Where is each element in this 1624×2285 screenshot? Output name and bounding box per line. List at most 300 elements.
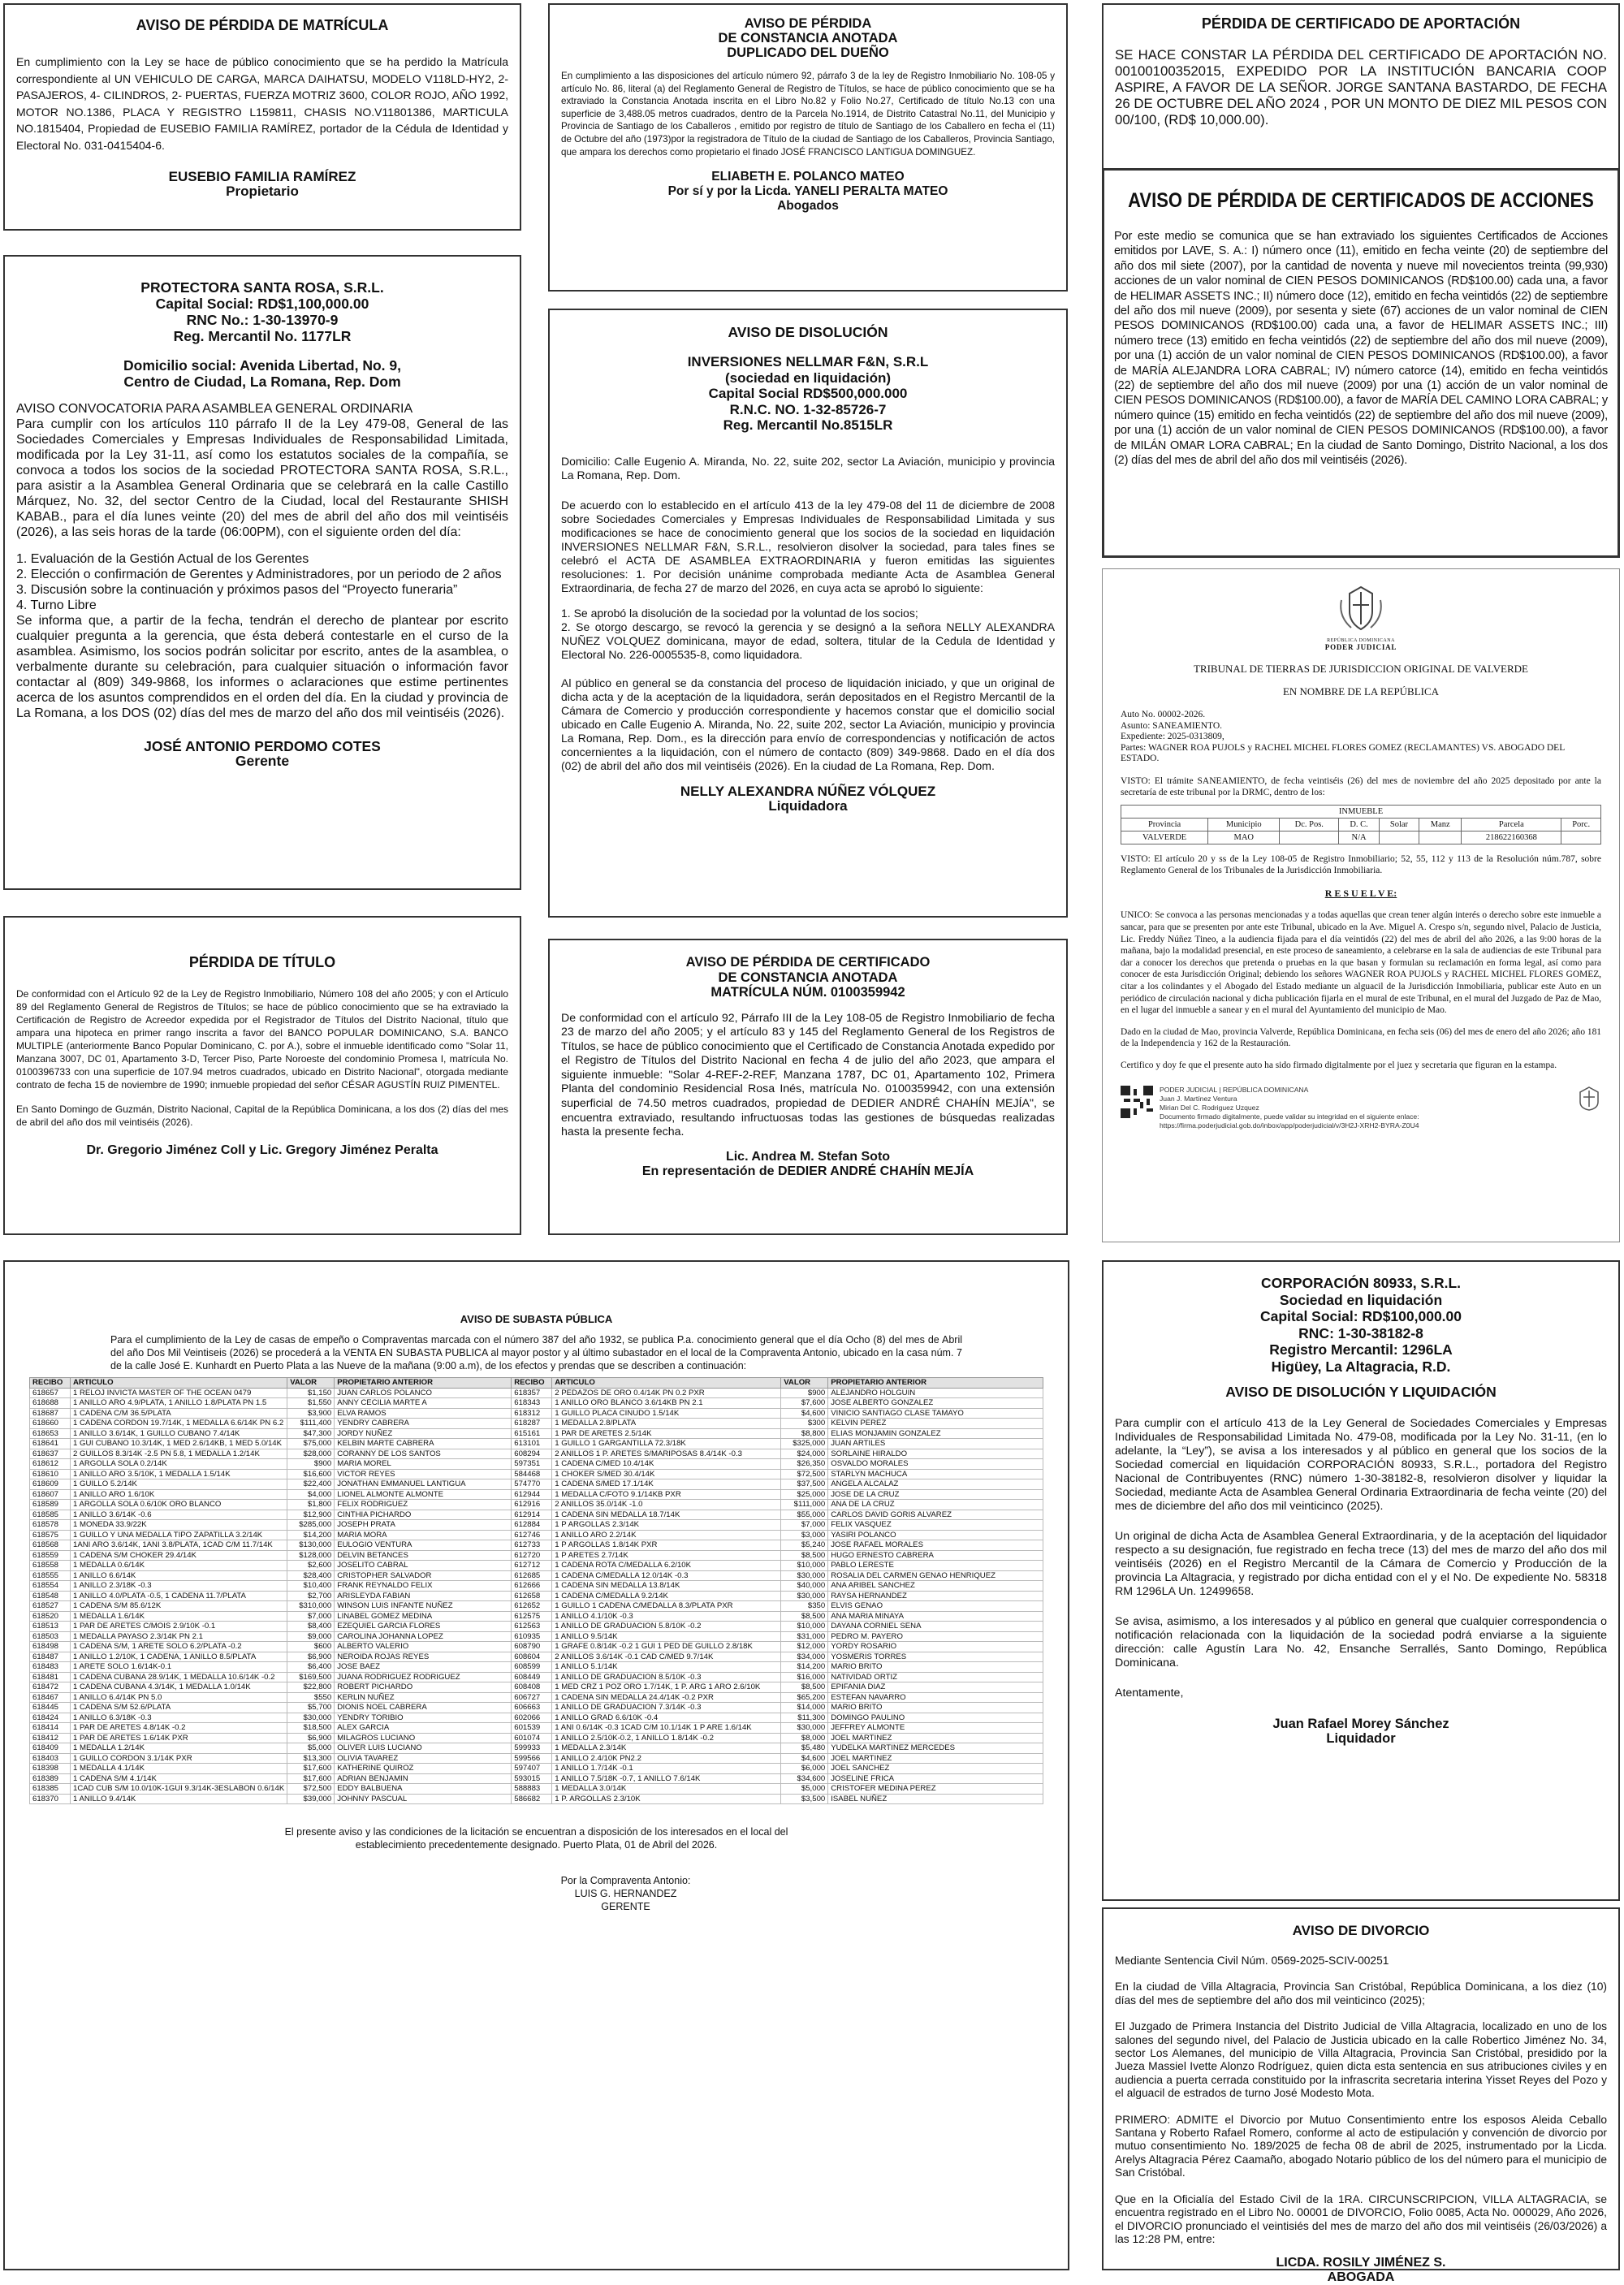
table-cell: $14,200 <box>781 1662 828 1673</box>
table-cell: DAYANA CORNIEL SENA <box>828 1622 1043 1632</box>
table-cell: $169,500 <box>287 1672 335 1682</box>
table-cell: NEROIDA ROJAS REYES <box>335 1652 512 1662</box>
table-row <box>30 1601 1043 1612</box>
table-cell: 1 CADENA S/M 85.6/12K <box>71 1601 287 1612</box>
table-cell: 1 ANILLO 1.2/10K, 1 CADENA, 1 ANILLO 8.5/PLATA <box>71 1652 287 1662</box>
ad-body: En cumplimiento con la Ley se hace de público conocimiento que se ha perdido la Matrícula correspondiente al UN VEHICULO DE CARGA, MARCA DAIHATSU, MODELO V118LD-HY2, 2- PASAJEROS, 4- CILINDROS, 2- PUERTAS, FUERZA MOTRIZ 3600, COLOR ROJO, AÑO 1992, MOTOR NO.1386, PLACA Y REGISTRO L159811, CHASIS NO.V11801386, MARTICULA NO.1815404, Propiedad de EUSEBIO FAMILIA RAMÍREZ, portador de la Cédula de Identidad y Electoral No. 031-0415404-6. <box>16 55 508 152</box>
table-cell: 608408 <box>512 1682 552 1693</box>
table-cell: $6,000 <box>781 1764 828 1774</box>
table-cell: 618312 <box>512 1408 552 1419</box>
table-cell: MARIO BRITO <box>828 1662 1043 1673</box>
table-cell: JORDY NUÑEZ <box>335 1428 512 1439</box>
table-cell: 618398 <box>30 1764 71 1774</box>
ad-disolucion-nellmar <box>548 309 1068 918</box>
table-cell: 1 ANILLO 4.0/PLATA -0.5, 1 CADENA 11.7/PLATA <box>71 1591 287 1601</box>
table-cell: 588883 <box>512 1784 552 1795</box>
table-row <box>30 1611 1043 1622</box>
table-cell: DIONIS NOEL CABRERA <box>335 1703 512 1713</box>
table-cell: 618424 <box>30 1713 71 1723</box>
table-cell: 618357 <box>512 1388 552 1398</box>
company-domicile: Domicilio: Calle Eugenio A. Miranda, No. 22, suite 202, sector La Aviación, municipio y provincia La Romana, Rep. Dom. <box>561 454 1055 482</box>
column-header: ARTICULO <box>552 1378 781 1389</box>
table-row <box>30 1570 1043 1581</box>
table-cell: CRISTOPHER SALVADOR <box>335 1570 512 1581</box>
table-cell: JOSE BAEZ <box>335 1662 512 1673</box>
table-cell: $300 <box>781 1419 828 1429</box>
table-cell: 1 ANILLO 2.3/18K -0.3 <box>71 1581 287 1592</box>
table-cell: JOEL MARTINEZ <box>828 1733 1043 1743</box>
ad-title: AVISO DE DISOLUCIÓN <box>728 324 888 340</box>
table-cell: 1 MEDALLA 2.3/14K <box>552 1743 781 1754</box>
table-cell: CAROLINA JOHANNA LOPEZ <box>335 1631 512 1642</box>
table-cell: 618657 <box>30 1388 71 1398</box>
table-row <box>30 1794 1043 1804</box>
visto-2: VISTO: El artículo 20 y ss de la Ley 108-05 de Registro Inmobiliario; 52, 55, 112 y 113 de la Resolución núm.787, sobre Reglamento General de los Tribunales de la Jurisdicción Inmobiliaria. <box>1121 854 1601 875</box>
table-cell: JUANA RODRIGUEZ RODRIGUEZ <box>335 1672 512 1682</box>
table-cell: $4,600 <box>781 1753 828 1764</box>
table-cell: 1 PAR DE ARETES 2.5/14K <box>552 1428 781 1439</box>
table-cell: VINICIO SANTIAGO CLASE TAMAYO <box>828 1408 1043 1419</box>
table-cell: 1 GRAFE 0.8/14K -0.2 1 GUI 1 PED DE GUILLO 2.8/18K <box>552 1642 781 1652</box>
table-cell: 1 ANILLO DE GRADUACION 7.3/14K -0.3 <box>552 1703 781 1713</box>
table-cell: 618585 <box>30 1510 71 1520</box>
table-cell: 1 ANILLO 6.4/14K PN 5.0 <box>71 1692 287 1703</box>
table-cell: 618687 <box>30 1408 71 1419</box>
agenda-item: 4. Turno Libre <box>16 598 97 612</box>
ad-body: De acuerdo con lo establecido en el artículo 413 de la ley 479-08 del 11 de diciembre de 2008 sobre Sociedades Comerciales y Empresas Individuales de Responsabilidad Limitada y sus modificaciones se hace de conocimiento general que los socios de la sociedad en liquidación INVERSIONES NELLMAR F&N, S.R.L., resolvieron disolver la sociedad, para tales fines se celebró el ACTA DE ASAMBLEA EXTRAORDINARIA y fueron emitidas las siguientes resoluciones: 1. Por decisión unánime comprobada mediante Acta de Asamblea General Extraordinaria, de fecha 27 de marzo del 2026, en cuya acta se aprobó lo siguiente: <box>561 498 1055 594</box>
table-cell: ANA DE LA CRUZ <box>828 1500 1043 1510</box>
table-cell: JUAN ARTILES <box>828 1439 1043 1449</box>
table-cell: 1 MEDALLA 2.8/PLATA <box>552 1419 781 1429</box>
table-cell: DOMINGO PAULINO <box>828 1713 1043 1723</box>
ad-body-2: Se informa que, a partir de la fecha, tendrán el derecho de plantear por escrito cualquier pregunta a la gerencia, que ésta deberá contestarle en el curso de la asamblea. Asimismo, los socios podrán solicitar por escrito, antes de la asamblea, o verbalmente durante su celebración, para cualquier situación o información favor contactar al (809) 349-9868, los informes o aclaraciones que estime pertinentes acerca de los asuntos comprendidos en el orden del día. En la ciudad y provincia de La Romana, a los DOS (02) días del mes de marzo del año dos mil veintiséis (2026). <box>16 614 508 720</box>
table-row <box>30 1753 1043 1764</box>
table-cell: 612916 <box>512 1500 552 1510</box>
table-cell: 1 MEDALLA 1.2/14K <box>71 1743 287 1754</box>
ad-signature-name: EUSEBIO FAMILIA RAMÍREZ <box>168 169 356 184</box>
table-cell: $8,500 <box>781 1682 828 1693</box>
table-cell: $3,000 <box>781 1530 828 1540</box>
table-cell: 612666 <box>512 1581 552 1592</box>
table-cell: 1 CADENA S/M CHOKER 29.4/14K <box>71 1550 287 1561</box>
company-domicile: Domicilio social: Avenida Libertad, No. 9, Centro de Ciudad, La Romana, Rep. Dom <box>123 357 401 390</box>
ad-title: AVISO DE PÉRDIDA DE CERTIFICADO DE CONSTANCIA ANOTADA MATRÍCULA NÚM. 0100359942 <box>685 955 931 1000</box>
table-cell: 1 P ARGOLLAS 2.3/14K <box>552 1520 781 1531</box>
inmueble-head-cell: Porc. <box>1561 819 1601 831</box>
table-cell: 1 ANILLO ARO 3.5/10K, 1 MEDALLA 1.5/14K <box>71 1469 287 1479</box>
unico-text: UNICO: Se convoca a las personas mencionadas y a todas aquellas que crean tener algún interés o derecho sobre este inmueble a sancar, para que se presenten por ante este Tribunal, ubicado en la Ave. Miguel A. Crespo s/n, segundo nivel, Palacio de Justicia, Lic. Freddy Núñez Tineo, a la audiencia fijada para el día veintidós (22) del mes de abril del año 2026, a las 9:00 horas de la mañana, bajo la modalidad presencial, en este proceso de saneamiento, a celebrarse en la sala de audiencias de este Tribunal para dar a conocer los derechos que pretenda o pruebas en la que basan y formulan su reclamación en forma legal, así como para conocer de esta Jurisdicción Original; debiendo los señores WAGNER ROA PUJOLS y RACHEL MICHEL FLORES GOMEZ, citar a los colindantes y el Abogado del Estado mediante un alguacil de la Jurisdicción Inmobiliaria, publicar este Auto en un periódico de circulación nacional y dicha publicación fijarla en el mural de este Tribunal, en el mural del Juzgado de Paz de Mao, en el lugar del inmueble a sanear y en el mural del Ayuntamiento del municipio de Mao. <box>1121 910 1601 1016</box>
table-cell: FELIX RODRIGUEZ <box>335 1500 512 1510</box>
table-cell: KATHERINE QUIROZ <box>335 1764 512 1774</box>
column-header: PROPIETARIO ANTERIOR <box>335 1378 512 1389</box>
table-cell: $28,400 <box>287 1570 335 1581</box>
column-header: RECIBO <box>512 1378 552 1389</box>
table-cell: 1 CADENA C/MED 10.4/14K <box>552 1459 781 1470</box>
table-cell: 618688 <box>30 1398 71 1409</box>
table-cell: $2,600 <box>287 1561 335 1571</box>
column-header: ARTICULO <box>71 1378 287 1389</box>
auto-info: Auto No. 00002-2026. Asunto: SANEAMIENTO. Expediente: 2025-0313809, Partes: WAGNER ROA PUJOLS y RACHEL MICHEL FLORES GOMEZ (RECLAMANTES) VS. ABOGADO DEL ESTADO. <box>1121 710 1565 764</box>
table-cell: 618554 <box>30 1581 71 1592</box>
table-row <box>30 1713 1043 1723</box>
ad-paragraph: En la ciudad de Villa Altagracia, Provincia San Cristóbal, República Dominicana, a los diez (10) días del mes de septiembre del año dos mil veinticinco (2025); <box>1115 1980 1607 2006</box>
ad-intro: Para el cumplimiento de la Ley de casas de empeño o Compraventas marcada con el número 387 del año 1932, se publica P.a. conocimiento general que el día Ocho (8) del mes de Abril del año Dos Mil Veintiseis (2026) se procederá a la VENTA EN SUBASTA PUBLICA al mayor postor y al último subastador en el local de la Compraventa Antonio, ubicado en la casa núm. 7 de la calle José E. Kunhardt en Puerto Plata a las Nueve de la mañana (9:00 a.m), de los efectos y prendas que se describen a continuación: <box>110 1334 962 1371</box>
table-cell: $1,800 <box>287 1500 335 1510</box>
table-row <box>30 1581 1043 1592</box>
table-cell: FRANK REYNALDO FELIX <box>335 1581 512 1592</box>
table-cell: 1 MEDALLA 1.6/14K <box>71 1611 287 1622</box>
table-cell: $30,000 <box>287 1713 335 1723</box>
inmueble-head-cell: Manz <box>1419 819 1462 831</box>
table-cell: 1 ANILLO ARO 1.6/10K <box>71 1489 287 1500</box>
table-cell: HUGO ERNESTO CABRERA <box>828 1550 1043 1561</box>
table-cell: $34,000 <box>781 1652 828 1662</box>
table-row <box>30 1489 1043 1500</box>
table-cell: 615161 <box>512 1428 552 1439</box>
table-cell: 1 ANILLO ARO 4.9/PLATA, 1 ANILLO 1.8/PLATA PN 1.5 <box>71 1398 287 1409</box>
table-cell: 612746 <box>512 1530 552 1540</box>
table-cell: DELVIN BETANCES <box>335 1550 512 1561</box>
judicial-seal <box>1121 584 1601 651</box>
inmueble-cell: MAO <box>1208 831 1280 844</box>
table-cell: $22,400 <box>287 1479 335 1490</box>
table-cell: 1 MONEDA 33.9/22K <box>71 1520 287 1531</box>
table-cell: EDDY BALBUENA <box>335 1784 512 1795</box>
table-cell: 618513 <box>30 1622 71 1632</box>
table-cell: 1 ANILLO 2.4/10K PN2.2 <box>552 1753 781 1764</box>
table-cell: JOEL MARTINEZ <box>828 1753 1043 1764</box>
table-cell: STARLYN MACHUCA <box>828 1469 1043 1479</box>
table-cell: 618503 <box>30 1631 71 1642</box>
table-cell: 610935 <box>512 1631 552 1642</box>
table-cell: 618389 <box>30 1773 71 1784</box>
qr-code-icon <box>1121 1086 1153 1118</box>
table-cell: 1 MEDALLA 0.6/14K <box>71 1561 287 1571</box>
table-cell: 618641 <box>30 1439 71 1449</box>
ad-signature: Dr. Gregorio Jiménez Coll y Lic. Gregory Jiménez Peralta <box>86 1143 438 1157</box>
ad-signature: ELIABETH E. POLANCO MATEO Por sí y por la Licda. YANELI PERALTA MATEO Abogados <box>667 170 948 214</box>
inmueble-head-cell: Solar <box>1379 819 1419 831</box>
table-cell: MARIA MOREL <box>335 1459 512 1470</box>
table-cell: 1 MEDALLA C/FOTO 9.1/14KB PXR <box>552 1489 781 1500</box>
ad-footer: El presente aviso y las condiciones de la licitación se encuentran a disposición de los interesados en el local del establecimiento precedentemente designado. Puerto Plata, 01 de Abril del 2026. <box>284 1826 788 1851</box>
ad-title: AVISO DE PÉRDIDA DE MATRÍCULA <box>136 17 389 33</box>
table-cell: 1 ANILLO 9.4/14K <box>71 1794 287 1804</box>
table-cell: VICTOR REYES <box>335 1469 512 1479</box>
table-cell: $285,000 <box>287 1520 335 1531</box>
table-cell: 1 GUILLO 1 GARGANTILLA 72.3/18K <box>552 1439 781 1449</box>
table-cell: $10,400 <box>287 1581 335 1592</box>
table-cell: $18,500 <box>287 1723 335 1734</box>
ad-subasta-publica <box>3 1260 1069 2270</box>
table-cell: OLIVER LUIS LUCIANO <box>335 1743 512 1754</box>
table-cell: 612575 <box>512 1611 552 1622</box>
inmueble-cell <box>1561 831 1601 844</box>
ad-title: PÉRDIDA DE TÍTULO <box>188 954 336 970</box>
table-cell: MARIO BRITO <box>828 1703 1043 1713</box>
table-row <box>30 1540 1043 1551</box>
digital-signature-stamp <box>1121 1086 1601 1130</box>
table-row <box>30 1631 1043 1642</box>
table-cell: 2 ANILLOS 3.6/14K -0.1 CAD C/MED 9.7/14K <box>552 1652 781 1662</box>
table-cell: $600 <box>287 1642 335 1652</box>
table-row <box>30 1642 1043 1652</box>
table-cell: 618612 <box>30 1459 71 1470</box>
table-cell: 2 ANILLOS 35.0/14K -1.0 <box>552 1500 781 1510</box>
table-cell: JOSE RAFAEL MORALES <box>828 1540 1043 1551</box>
table-cell: EULOGIO VENTURA <box>335 1540 512 1551</box>
table-row <box>30 1622 1043 1632</box>
table-cell: 618385 <box>30 1784 71 1795</box>
ad-body: De conformidad con el Artículo 92 de la Ley de Registro Inmobiliario, Número 108 del año 2005; y con el Artículo 89 del Reglamento General de Registros de Títulos; se hace de público conocimiento que se ha extraviado la Certificación de Registro de Acreedor expedida por el Registrador de Títulos del Distrito Nacional, título que ampara una hipoteca en primer rango inscrita a favor del BANCO POPULAR DOMINICANO, S.A. BANCO MULTIPLE (anteriormente Banco Popular Dominicano, C. por A.), sobre el inmueble identificado como "Solar 11, Manzana 3007, DC 01, Apartamento 3-D, Tercer Piso, Parte Noroeste del condominio Promesa I, matrícula No. 0100396733 con una superficie de 107.94 metros cuadrados, ubicado en Distrito Nacional", otorgada mediante contrato de fecha 15 de noviembre de 1990; inmueble propiedad del señor CÉSAR AGUSTÍN RUIZ PIMENTEL. <box>16 988 508 1091</box>
table-cell: $900 <box>287 1459 335 1470</box>
table-cell: $17,600 <box>287 1764 335 1774</box>
ad-body: SE HACE CONSTAR LA PÉRDIDA DEL CERTIFICADO DE APORTACIÓN NO. 00100100352015, EXPEDIDO POR LA INSTITUCIÓN BANCARIA COOP ASPIRE, A FAVOR DE LA SEÑOR. JORGE SANTANA BASTARDO, DE FECHA 26 DE OCTUBRE DEL AÑO 2024 , POR UN MONTO DE DIEZ MIL PESOS CON 00/100, (RD$ 10,000.00). <box>1115 47 1607 127</box>
table-row <box>30 1469 1043 1479</box>
table-cell: 618472 <box>30 1682 71 1693</box>
table-cell: ANGELA ALCALAZ <box>828 1479 1043 1490</box>
table-cell: 618610 <box>30 1469 71 1479</box>
ad-body-2: Al público en general se da constancia del proceso de liquidación iniciado, y que un original de dicha acta y de la aceptación de la liquidadora, serán depositados en el Registro Mercantil de la Cámara de Comercio y producción correspondiente y hacemos constar que el domicilio social ubicado en Calle Eugenio A. Miranda, No. 22, suite 202, sector La Aviación, municipio y provincia La Romana, Rep. Dom., es la dirección para envío de correspondencias y notificación de actos concernientes a la liquidación, con el número de contacto (809) 349-9868. Dado en el día dos (02) de abril del año dos mil veintiséis (2026). En la ciudad de La Romana, Rep. Dom. <box>561 676 1055 772</box>
table-row <box>30 1439 1043 1449</box>
table-cell: ESTEFAN NAVARRO <box>828 1692 1043 1703</box>
table-row <box>30 1449 1043 1459</box>
table-cell: 618653 <box>30 1428 71 1439</box>
table-cell: ANA ARIBEL SANCHEZ <box>828 1581 1043 1592</box>
table-cell: $3,500 <box>781 1794 828 1804</box>
table-cell: $5,240 <box>781 1540 828 1551</box>
table-cell: 618487 <box>30 1652 71 1662</box>
ad-title: AVISO DE DISOLUCIÓN Y LIQUIDACIÓN <box>1225 1384 1497 1400</box>
inmueble-head-cell: D. C. <box>1339 819 1380 831</box>
ad-perdida-certificados-acciones <box>1102 168 1620 558</box>
table-cell: 618409 <box>30 1743 71 1754</box>
table-cell: 1 CADENA C/MEDALLA 12.0/14K -0.3 <box>552 1570 781 1581</box>
inmueble-head-cell: Provincia <box>1121 819 1208 831</box>
ad-paragraph: Para cumplir con el artículo 413 de la Ley General de Sociedades Comerciales y Empresas Individuales de Responsabilidad Limitada No. 479-08, modificada por la Ley No. 31-11, (en lo adelante, la “Ley”), se avisa a los interesados y al público en general que los socios de la Sociedad comercial en liquidación CORPORACIÓN 80933, S.R.L., portadora del Registro Nacional de Contribuyentes (RNC) número 1-30-38182-8, resolvieron disolver y liquidar la Sociedad, mediante Acta de Asamblea General Ordinaria Extraordinaria de fecha veinte (20) del mes de diciembre del año dos mil veinticinco (2025). <box>1115 1417 1607 1513</box>
table-cell: $111,400 <box>287 1419 335 1429</box>
table-cell: $72,500 <box>287 1784 335 1795</box>
table-cell: 1ANI ARO 3.6/14K, 1ANI 3.8/PLATA, 1CAD C/M 11.7/14K <box>71 1540 287 1551</box>
table-cell: $72,500 <box>781 1469 828 1479</box>
table-cell: $25,000 <box>781 1489 828 1500</box>
inmueble-cell <box>1280 831 1339 844</box>
table-cell: $5,700 <box>287 1703 335 1713</box>
table-row <box>30 1682 1043 1693</box>
table-row <box>30 1428 1043 1439</box>
table-cell: 608449 <box>512 1672 552 1682</box>
table-row <box>30 1510 1043 1520</box>
table-cell: $8,800 <box>781 1428 828 1439</box>
table-cell: $128,000 <box>287 1550 335 1561</box>
table-row <box>30 1479 1043 1490</box>
table-cell: 584468 <box>512 1469 552 1479</box>
table-cell: 1 CADENA S/M 4.1/14K <box>71 1773 287 1784</box>
table-cell: $47,300 <box>287 1428 335 1439</box>
table-cell: JOSELITO CABRAL <box>335 1561 512 1571</box>
table-cell: $10,000 <box>781 1561 828 1571</box>
table-cell: 618527 <box>30 1601 71 1612</box>
ad-title: AVISO DE DIVORCIO <box>1292 1923 1430 1938</box>
ad-tribunal-tierras-valverde <box>1102 568 1620 1242</box>
table-cell: ELVA RAMOS <box>335 1408 512 1419</box>
table-cell: $13,300 <box>287 1753 335 1764</box>
table-cell: $30,000 <box>781 1570 828 1581</box>
table-cell: 1 ANILLO 7.5/18K -0.7, 1 ANILLO 7.6/14K <box>552 1773 781 1784</box>
table-cell: FELIX VASQUEZ <box>828 1520 1043 1531</box>
seal-text-2: PODER JUDICIAL <box>1324 643 1397 651</box>
table-row <box>30 1703 1043 1713</box>
table-cell: 1 ANILLO DE GRADUACION 8.5/10K -0.3 <box>552 1672 781 1682</box>
table-cell: 1 CADENA CUBANA 4.3/14K, 1 MEDALLA 1.0/14K <box>71 1682 287 1693</box>
table-row <box>30 1419 1043 1429</box>
table-cell: $28,000 <box>287 1449 335 1459</box>
table-cell: ANA MARIA MINAYA <box>828 1611 1043 1622</box>
table-cell: 599933 <box>512 1743 552 1754</box>
table-cell: 593015 <box>512 1773 552 1784</box>
table-cell: $2,700 <box>287 1591 335 1601</box>
table-cell: NATIVIDAD ORTIZ <box>828 1672 1043 1682</box>
auction-table <box>29 1377 1043 1804</box>
table-cell: $16,000 <box>781 1672 828 1682</box>
table-cell: $31,000 <box>781 1631 828 1642</box>
table-cell: WINSON LUIS INFANTE NUÑEZ <box>335 1601 512 1612</box>
dado-text: Dado en la ciudad de Mao, provincia Valverde, República Dominicana, en fecha seis (06) del mes de enero del año 2026; año 181 de la Independencia y 162 de la Restauración. <box>1121 1026 1601 1049</box>
ad-signature-role: Liquidadora <box>768 797 848 814</box>
table-cell: 1 PAR DE ARETES 1.6/14K PXR <box>71 1733 287 1743</box>
table-cell: 1 ARGOLLA SOLA 0.2/14K <box>71 1459 287 1470</box>
ad-protectora-santa-rosa <box>3 255 521 890</box>
table-cell: 618548 <box>30 1591 71 1601</box>
table-cell: $7,600 <box>781 1398 828 1409</box>
ad-signature: Lic. Andrea M. Stefan Soto En representación de DEDIER ANDRÉ CHAHÍN MEJÍA <box>641 1149 974 1178</box>
table-cell: 1 CADENA CORDON 19.7/14K, 1 MEDALLA 6.6/14K PN 6.2 <box>71 1419 287 1429</box>
resuelve-heading: R E S U E L V E: <box>1324 888 1397 900</box>
table-cell: 1 ANILLO 2.5/10K-0.2, 1 ANILLO 1.8/14K -0.2 <box>552 1733 781 1743</box>
table-cell: 612720 <box>512 1550 552 1561</box>
table-cell: RAYSA HERNANDEZ <box>828 1591 1043 1601</box>
certifico-text: Certifico y doy fe que el presente auto ha sido firmado digitalmente por el juez y secretaria que figuran en la estampa. <box>1121 1060 1557 1070</box>
table-cell: ANNY CECILIA MARTE A <box>335 1398 512 1409</box>
table-cell: 597407 <box>512 1764 552 1774</box>
table-cell: LIONEL ALMONTE ALMONTE <box>335 1489 512 1500</box>
ad-signature: LICDA. ROSILY JIMÉNEZ S. ABOGADA <box>1276 2256 1446 2285</box>
table-row <box>30 1764 1043 1774</box>
table-row <box>30 1398 1043 1409</box>
table-cell: 1 P ARETES 2.7/14K <box>552 1550 781 1561</box>
ad-perdida-certificado-aportacion <box>1102 3 1620 191</box>
table-cell: 1 CHOKER S/MED 30.4/14K <box>552 1469 781 1479</box>
table-cell: $550 <box>287 1692 335 1703</box>
table-cell: $900 <box>781 1388 828 1398</box>
table-cell: $17,600 <box>287 1773 335 1784</box>
inmueble-head-cell: Dc. Pos. <box>1280 819 1339 831</box>
table-cell: 1 MEDALLA 3.0/14K <box>552 1784 781 1795</box>
table-cell: 1 PAR DE ARETES C/MOIS 2.9/10K -0.1 <box>71 1622 287 1632</box>
table-cell: 1 PAR DE ARETES 4.8/14K -0.2 <box>71 1723 287 1734</box>
table-cell: 601539 <box>512 1723 552 1734</box>
table-cell: ADRIAN BENJAMIN <box>335 1773 512 1784</box>
table-row <box>30 1408 1043 1419</box>
table-cell: 612658 <box>512 1591 552 1601</box>
table-cell: 618481 <box>30 1672 71 1682</box>
table-cell: 612563 <box>512 1622 552 1632</box>
table-cell: ALEJANDRO HOLGUIN <box>828 1388 1043 1398</box>
table-cell: 1 ANILLO 1.7/14K -0.1 <box>552 1764 781 1774</box>
table-cell: YUDELKA MARTINEZ MERCEDES <box>828 1743 1043 1754</box>
table-cell: YORDY ROSARIO <box>828 1642 1043 1652</box>
table-cell: 618555 <box>30 1570 71 1581</box>
ad-body: AVISO CONVOCATORIA PARA ASAMBLEA GENERAL ORDINARIA Para cumplir con los artículos 110 párrafo II de la Ley 479-08, General de las Sociedades Comerciales y Empresas Individuales de Responsabilidad Limitada, modificada por la Ley 31-11, así como los estatutos sociales de la compañía, se convoca a todos los socios de la sociedad PROTECTORA SANTA ROSA, S.R.L., para asistir a la Asamblea General Ordinaria que se celebrará en la calle Castillo Márquez, No. 32, del sector Centro de la Ciudad, local del Restaurante SHISH KABAB., para el día lunes veinte (20) del mes de abril del año dos mil veintiséis (2026), a las seis horas de la tarde (06:00PM), con el siguiente orden del día: <box>16 402 508 539</box>
table-cell: 2 PEDAZOS DE ORO 0.4/14K PN 0.2 PXR <box>552 1388 781 1398</box>
table-cell: PEDRO M. PAYERO <box>828 1631 1043 1642</box>
table-cell: 599566 <box>512 1753 552 1764</box>
table-cell: 618559 <box>30 1550 71 1561</box>
table-cell: $130,000 <box>287 1540 335 1551</box>
table-cell: 1 ANILLO 6.3/18K -0.3 <box>71 1713 287 1723</box>
table-cell: 1 CADENA C/M 36.5/PLATA <box>71 1408 287 1419</box>
company-header: PROTECTORA SANTA ROSA, S.R.L. Capital Social: RD$1,100,000.00 RNC No.: 1-30-13970-9 Reg. Mercantil No. 1177LR <box>140 279 384 344</box>
table-cell: $24,000 <box>781 1449 828 1459</box>
table-cell: $4,000 <box>287 1489 335 1500</box>
table-cell: $26,350 <box>781 1459 828 1470</box>
table-cell: JOHNNY PASCUAL <box>335 1794 512 1804</box>
table-cell: $5,000 <box>287 1743 335 1754</box>
table-cell: ROSALIA DEL CARMEN GENAO HENRIQUEZ <box>828 1570 1043 1581</box>
table-cell: 612944 <box>512 1489 552 1500</box>
table-cell: KELBIN MARTE CABRERA <box>335 1439 512 1449</box>
ad-paragraph: El Juzgado de Primera Instancia del Distrito Judicial de Villa Altagracia, localizado en uno de los salones del segundo nivel, del Palacio de Justicia ubicado en la calle Robertico Jiménez No. 34, sector Los Alemanes, del municipio de Villa Altagracia, Provincia San Cristóbal, presidido por la Jueza Massiel Ivette Alonzo Rodríguez, quien dicta esta sentencia en sus atribuciones civiles y en audiencia a puerta cerrada constituido por la infrascrita secretaria interina Yisset Reyes del Pozo y el alguacil de estrados de turno José Modesto Mota. <box>1115 2020 1607 2100</box>
table-cell: 1 RELOJ INVICTA MASTER OF THE OCEAN 0479 <box>71 1388 287 1398</box>
table-cell: ELIAS MONJAMIN GONZALEZ <box>828 1428 1043 1439</box>
table-cell: 618483 <box>30 1662 71 1673</box>
table-cell: 1 ANILLO 9.5/14K <box>552 1631 781 1642</box>
inmueble-cell <box>1379 831 1419 844</box>
table-cell: $1,150 <box>287 1388 335 1398</box>
table-cell: $8,000 <box>781 1733 828 1743</box>
table-row <box>30 1733 1043 1743</box>
table-cell: JOSE ALBERTO GONZALEZ <box>828 1398 1043 1409</box>
table-row <box>30 1692 1043 1703</box>
ad-signature-role: Liquidador <box>1326 1730 1396 1746</box>
table-cell: 608604 <box>512 1652 552 1662</box>
table-cell: ROBERT PICHARDO <box>335 1682 512 1693</box>
table-row <box>30 1530 1043 1540</box>
ad-title: AVISO DE SUBASTA PÚBLICA <box>460 1313 613 1325</box>
ad-divorcio <box>1102 1907 1620 2285</box>
table-cell: 586682 <box>512 1794 552 1804</box>
table-cell: $30,000 <box>781 1591 828 1601</box>
agenda-item: 1. Evaluación de la Gestión Actual de los Gerentes <box>16 552 309 566</box>
table-row <box>30 1388 1043 1398</box>
table-cell: 1 GUILLO CORDON 3.1/14K PXR <box>71 1753 287 1764</box>
ad-paragraph: Mediante Sentencia Civil Núm. 0569-2025-SCIV-00251 <box>1115 1955 1389 1967</box>
table-cell: $12,000 <box>781 1642 828 1652</box>
table-row <box>30 1459 1043 1470</box>
ad-body: De conformidad con el artículo 92, Párrafo III de la Ley 108-05 de Registro Inmobiliario de fecha 23 de marzo del año 2005; y el artículo 83 y 145 del Reglamento General de los Registros de Títulos, se hace de público conocimiento que el Certificado de Constancia Anotada expedido por el Registro de Títulos del Distrito Nacional en fecha 4 de julio del año 2023, que ampara el siguiente inmueble: "Solar 4-REF-2-REF, Manzana 1787, DC 01, Apartamento 102, Primera Planta del condominio Residencial Rosa Inés, matrícula No. 0100359942, con una extensión superficial de 74.50 metros cuadrados, propiedad de DEDIER ANDRÉ CHAHÍN MEJÍA", se encuentra extraviado, resultando infructuosas todas las gestiones de búsquedas realizadas hasta la presente fecha. <box>561 1011 1055 1139</box>
company-header: CORPORACIÓN 80933, S.R.L. Sociedad en liquidación Capital Social: RD$100,000.00 RNC: 1-30-38182-8 Registro Mercantil: 1296LA Higüey, La Altagracia, R.D. <box>1259 1275 1462 1375</box>
table-cell: 597351 <box>512 1459 552 1470</box>
inmueble-table <box>1121 805 1601 844</box>
table-cell: $65,200 <box>781 1692 828 1703</box>
table-cell: $8,500 <box>781 1550 828 1561</box>
table-cell: 601074 <box>512 1733 552 1743</box>
table-cell: 618578 <box>30 1520 71 1531</box>
table-cell: JOSE DE LA CRUZ <box>828 1489 1043 1500</box>
ad-signature-name: NELLY ALEXANDRA NÚÑEZ VÓLQUEZ <box>680 783 936 799</box>
tribunal-republic: EN NOMBRE DE LA REPÚBLICA <box>1282 685 1440 698</box>
ad-paragraph: Un original de dicha Acta de Asamblea General Extraordinaria, y de la aceptación del liquidador respecto a su designación, fue registrado en fecha trece (13) del mes de marzo del año dos mil veintiséis (2026) en el Registro Mercantil de la Cámara de Comercio y Producción de la provincia La Altagracia, y registrado por dicha entidad con el y el No. De expediente No. 58318 RM 1296LA Un. 12499658. <box>1115 1530 1607 1598</box>
